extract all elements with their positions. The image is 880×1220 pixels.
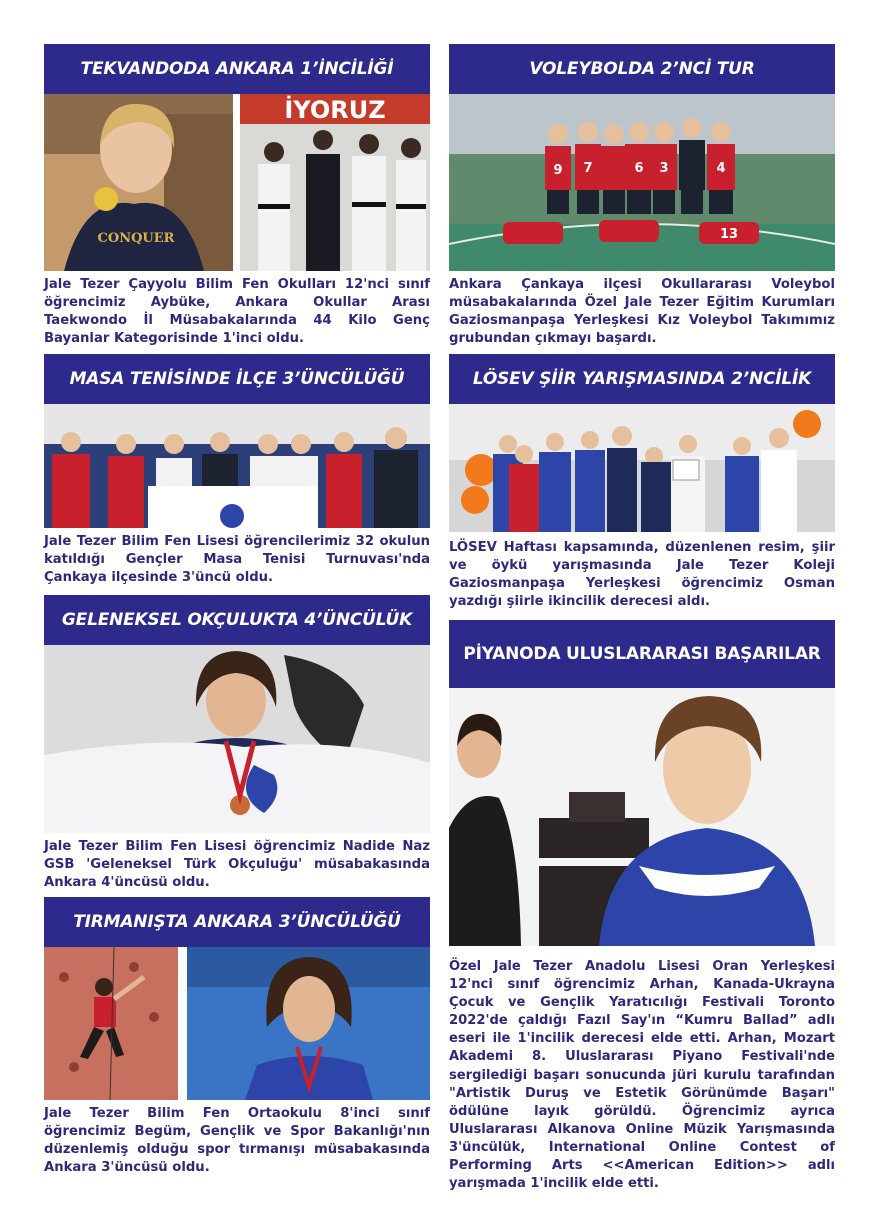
archery-title: GELENEKSEL OKÇULUKTA 4’ÜNCÜLÜK (44, 595, 430, 645)
piano-caption: Özel Jale Tezer Anadolu Lisesi Oran Yerleşkesi 12'nci sınıf öğrencimiz Arhan, Kanada-Ukrayna Çocuk ve Gençlik Yaratıcılığı Festivali Toronto 2022'de çaldığı Fazıl Say'ın “Kumru Ballad” adlı eseri ile 1'incilik derecesi elde etti. Arhan, Mozart Akademi 8. Uluslararası Piyano Festivali'nde sergilediği başarı sonucunda jüri kurulu tarafından "Artistik Duruş ve Estetik Görünümde Başarı" ödülüne layık görüldü. Öğrencimiz ayrıca Uluslararası Alkanova Online Müzik Yarışmasında 3'üncülük, International Online Contest of Performing Arts <<American Edition>> adlı yarışmada 1'incilik elde etti. (449, 959, 835, 1192)
jersey-number: 7 (583, 161, 593, 176)
climbing-wall-photo (44, 947, 178, 1100)
volleyball-section (449, 44, 835, 346)
jersey-number: 6 (634, 161, 644, 176)
table-tennis-caption: Jale Tezer Bilim Fen Lisesi öğrencilerimiz 32 okulun katıldığı Gençler Masa Tenisi Turnuvası'nda Çankaya ilçesinde 3'üncü oldu. (44, 534, 430, 585)
taekwondo-caption: Jale Tezer Çayyolu Bilim Fen Okulları 12'nci sınıf öğrencimiz Aybüke, Ankara Okullar Arası Taekwondo İl Müsabakalarında 44 Kilo Genç Bayanlar Kategorisinde 1'inci oldu. (44, 277, 430, 346)
jersey-number: 9 (553, 163, 563, 178)
climbing-title: TIRMANIŞTA ANKARA 3’ÜNCÜLÜĞÜ (44, 897, 430, 947)
table-tennis-title: MASA TENİSİNDE İLÇE 3’ÜNCÜLÜĞÜ (44, 354, 430, 404)
table-tennis-photo (44, 404, 430, 528)
table-tennis-section (44, 354, 430, 585)
taekwondo-section (44, 44, 430, 346)
jersey-number: 3 (659, 161, 669, 176)
climbing-portrait-photo (187, 947, 430, 1100)
jersey-number: 13 (719, 227, 739, 242)
climbing-caption: Jale Tezer Bilim Fen Ortaokulu 8'inci sınıf öğrencimiz Begüm, Gençlik ve Spor Bakanlığı'nın düzenlemiş olduğu spor tırmanışı müsabakasında Ankara 3'üncüsü oldu. (44, 1106, 430, 1175)
piano-title: PİYANODA ULUSLARARASI BAŞARILAR (449, 620, 835, 688)
volleyball-title: VOLEYBOLDA 2’NCİ TUR (449, 44, 835, 94)
sweater-text: CONQUER (97, 231, 175, 246)
taekwondo-title: TEKVANDODA ANKARA 1’İNCİLİĞİ (44, 44, 430, 94)
climbing-section (44, 897, 430, 1175)
losev-photo (449, 404, 835, 532)
taekwondo-medal-photo (44, 94, 233, 271)
losev-caption: LÖSEV Haftası kapsamında, düzenlenen resim, şiir ve öykü yarışmasında Jale Tezer Koleji Gaziosmanpaşa Yerleşkesi öğrencimiz Osman yazdığı şiirle ikincilik derecesi aldı. (449, 540, 835, 609)
piano-photo (449, 688, 835, 946)
volleyball-photo (449, 94, 835, 271)
archery-section (44, 595, 430, 890)
losev-title: LÖSEV ŞİİR YARIŞMASINDA 2’NCİLİK (449, 354, 835, 404)
volleyball-caption: Ankara Çankaya ilçesi Okullararası Voleybol müsabakalarında Özel Jale Tezer Eğitim Kurumları Gaziosmanpaşa Yerleşkesi Kız Voleybol Takımımız grubundan çıkmayı başardı. (449, 277, 835, 346)
archery-caption: Jale Tezer Bilim Fen Lisesi öğrencimiz Nadide Naz GSB 'Geleneksel Türk Okçuluğu' müsabakasında Ankara 4'üncüsü oldu. (44, 839, 430, 890)
banner-text: İYORUZ (284, 96, 386, 124)
taekwondo-podium-photo (240, 94, 430, 271)
losev-section (449, 354, 835, 609)
piano-section (449, 620, 835, 1192)
jersey-number: 4 (716, 161, 726, 176)
archery-photo (44, 645, 430, 833)
